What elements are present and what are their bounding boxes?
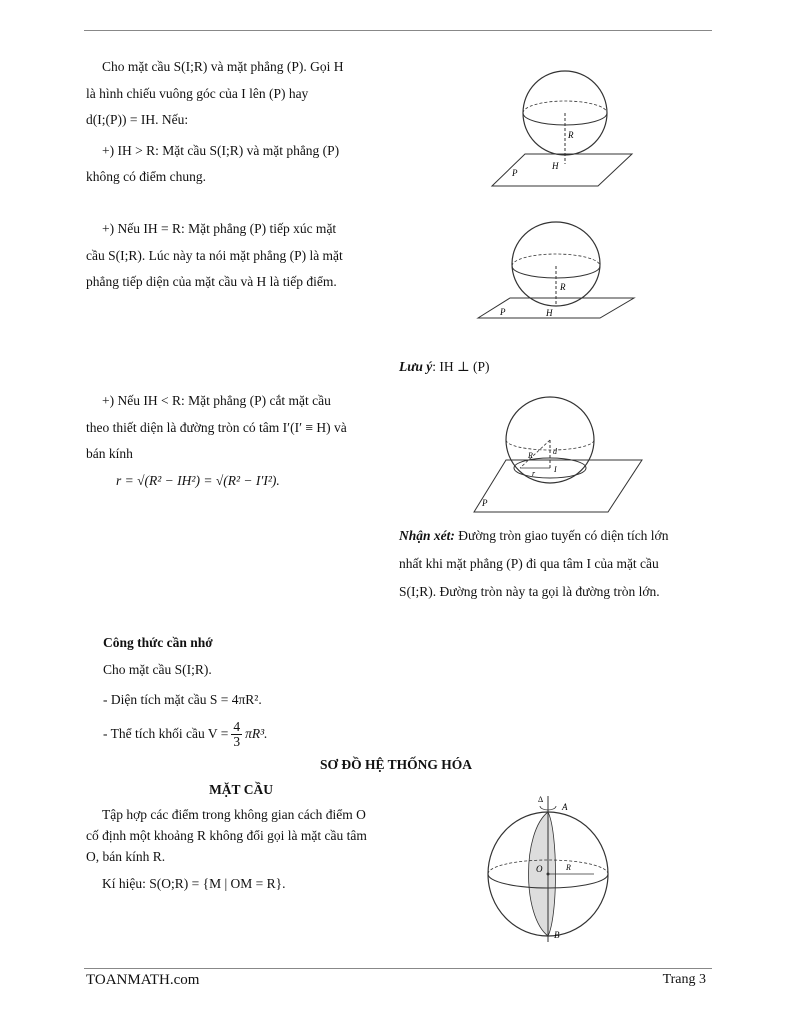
section1-text	[86, 54, 390, 191]
tangent-line-1: +) Nếu IH = R: Mặt phẳng (P) tiếp xúc mặt	[102, 221, 337, 236]
footer-page-number: Trang 3	[662, 972, 706, 987]
fig3-label-r-small: r	[532, 469, 536, 478]
fig4-label-delta: Δ	[538, 795, 544, 804]
scheme-text	[86, 804, 392, 894]
fig3-label-p: P	[482, 498, 488, 508]
figure-sphere-rotation	[482, 792, 616, 944]
fig1-label-p: P	[512, 168, 518, 178]
fig1-label-r: R	[568, 130, 574, 140]
fig2-label-p: P	[500, 307, 506, 317]
intro-line-3: d(I;(P)) = IH. Nếu:	[86, 112, 189, 127]
note-line	[399, 354, 490, 381]
tangent-line-2: cầu S(I;R). Lúc này ta nói mặt phẳng (P) là mặt	[86, 247, 343, 263]
section3-text	[86, 388, 390, 494]
volume-tail: πR³.	[245, 725, 268, 741]
fraction-denominator: 3	[233, 733, 241, 749]
formulas-block	[103, 630, 403, 749]
intersect-line-3: bán kính	[86, 446, 133, 461]
figure-sphere-intersect	[470, 396, 645, 518]
fig3-label-d: d	[553, 447, 557, 456]
remark-label: Nhận xét:	[399, 528, 455, 543]
scheme-line-3: O, bán kính R.	[86, 849, 166, 864]
fig1-label-h: H	[552, 161, 559, 171]
note-label: Lưu ý	[399, 359, 433, 374]
remark-text	[399, 522, 707, 606]
radius-formula: r = √(R² − IH²) = √(R² − I′I²).	[116, 472, 280, 488]
intersect-line-2: theo thiết diện là đường tròn có tâm I′(I′ ≡ H) và	[86, 419, 347, 435]
intro-line-2: là hình chiếu vuông góc của I lên (P) hay	[86, 85, 309, 101]
scheme-subtitle: MẶT CẦU	[209, 782, 273, 797]
scheme-line-2: cố định một khoảng R không đổi gọi là mặt cầu tâm	[86, 828, 367, 843]
volume-fraction	[231, 720, 242, 749]
header-rule	[84, 30, 712, 31]
case1-line-2: không có điểm chung.	[86, 169, 206, 184]
footer-rule	[84, 968, 712, 969]
formulas-line-1: Cho mặt cầu S(I;R).	[103, 661, 212, 677]
remark-line-1	[399, 522, 707, 550]
tangent-line-3: phẳng tiếp diện của mặt cầu và H là tiếp điểm.	[86, 274, 337, 289]
case1-line-1: +) IH > R: Mặt cầu S(I;R) và mặt phẳng (P)	[102, 142, 340, 158]
figure-sphere-tangent	[470, 220, 640, 324]
fig2-label-h: H	[546, 308, 553, 318]
fig4-label-r: R	[566, 863, 571, 872]
intro-line-1: Cho mặt cầu S(I;R) và mặt phẳng (P). Gọi H	[102, 59, 344, 74]
fig3-label-r-big: R	[528, 451, 533, 460]
formulas-title: Công thức cần nhớ	[103, 635, 213, 650]
note-text: : IH ⊥ (P)	[432, 359, 490, 374]
fraction-numerator: 4	[233, 718, 241, 734]
fig4-label-a: A	[562, 802, 568, 812]
volume-label: - Thể tích khối cầu V =	[103, 725, 229, 741]
intersect-line-1: +) Nếu IH < R: Mặt phẳng (P) cắt mặt cầu	[102, 393, 331, 408]
footer-site: TOANMATH.com	[86, 972, 200, 988]
section2-text	[86, 216, 390, 296]
scheme-title: SƠ ĐỒ HỆ THỐNG HÓA	[319, 757, 473, 772]
formulas-line-3	[103, 720, 403, 749]
formulas-line-2: - Diện tích mặt cầu S = 4πR².	[103, 692, 262, 707]
scheme-line-4: Kí hiệu: S(O;R) = {M | OM = R}.	[102, 876, 286, 891]
fig2-label-r: R	[560, 282, 566, 292]
figure-sphere-no-intersection	[470, 66, 650, 192]
remark-line-3: S(I;R). Đường tròn này ta gọi là đường tròn lớn.	[399, 584, 660, 599]
fig4-label-o: O	[536, 864, 543, 874]
scheme-line-1: Tập hợp các điểm trong không gian cách điểm O	[102, 807, 366, 822]
remark-line-1-text: Đường tròn giao tuyến có diện tích lớn	[454, 528, 669, 543]
fig3-label-i: I	[554, 465, 557, 474]
fig4-label-b: B	[554, 930, 560, 940]
remark-line-2: nhất khi mặt phẳng (P) đi qua tâm I của mặt cầu	[399, 556, 659, 571]
